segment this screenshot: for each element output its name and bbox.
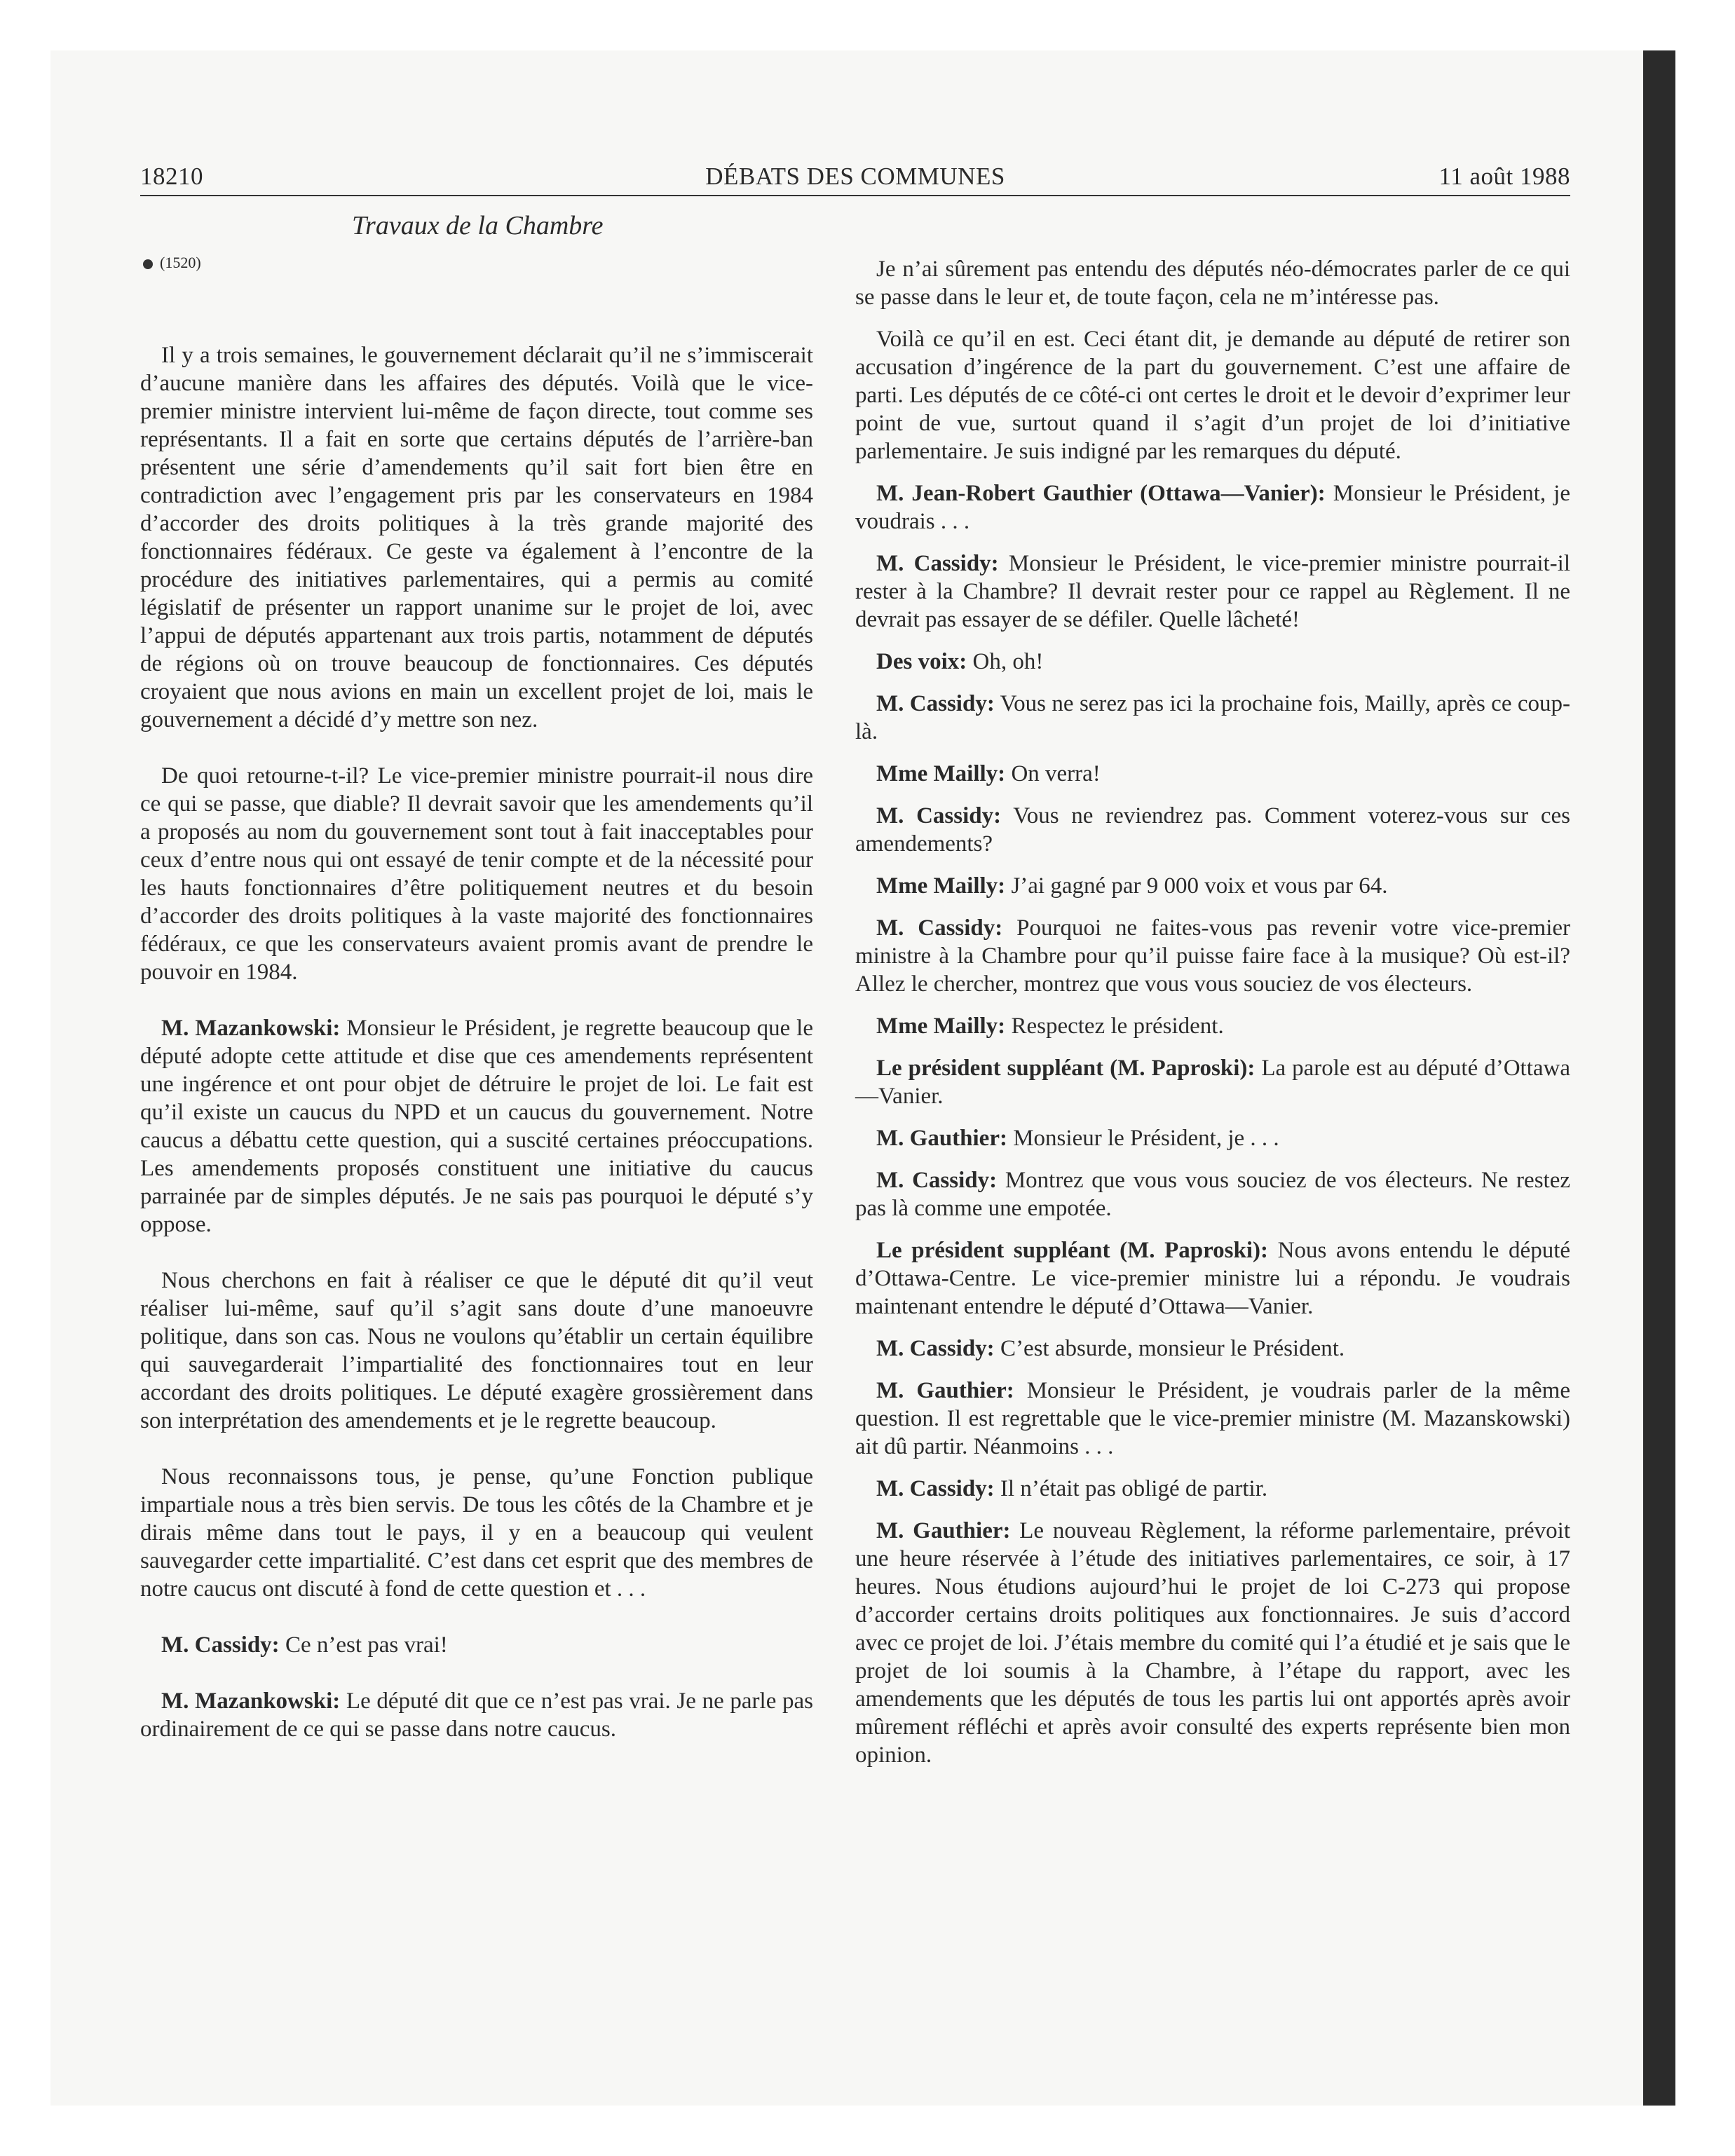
speaker-name: Le président suppléant (M. Paproski): — [876, 1238, 1268, 1263]
header-rule — [140, 195, 1570, 196]
speaker-name: M. Mazankowski: — [161, 1016, 341, 1041]
speaker-name: M. Gauthier: — [876, 1126, 1007, 1151]
paragraph — [855, 914, 1570, 998]
paragraph — [140, 1267, 813, 1435]
paragraph — [855, 872, 1570, 900]
time-marker — [143, 254, 201, 272]
speaker-name: M. Cassidy: — [876, 1476, 995, 1501]
speaker-name: Le président suppléant (M. Paproski): — [876, 1056, 1256, 1081]
paragraph — [855, 648, 1570, 676]
paragraph — [140, 1463, 813, 1603]
paragraph — [855, 1475, 1570, 1503]
speaker-name: Mme Mailly: — [876, 1014, 1006, 1039]
paragraph — [855, 255, 1570, 311]
paragraph-text: Il n’était pas obligé de partir. — [1000, 1476, 1268, 1501]
paragraph-text: La parole est au député d’Ottawa—Vanier. — [855, 1056, 1571, 1109]
paragraph-text: Monsieur le Président, le vice-premier ministre pourrait-il rester à la Chambre? Il devrait rester pour ce rappel au Règlement. Il ne devrait pas essayer de se défiler. Quelle lâcheté! — [855, 551, 1570, 632]
right-column — [855, 255, 1570, 1783]
paragraph — [855, 325, 1570, 465]
paragraph — [855, 802, 1570, 858]
speaker-name: Mme Mailly: — [876, 873, 1006, 899]
paragraph — [855, 690, 1570, 746]
paragraph-text: Monsieur le Président, je voudrais . . . — [855, 481, 1571, 534]
left-column — [140, 341, 813, 1757]
paragraph — [855, 1377, 1570, 1461]
paragraph-text: Vous ne serez pas ici la prochaine fois, Mailly, après ce coup-là. — [855, 691, 1570, 744]
paragraph-text: Montrez que vous vous souciez de vos électeurs. Ne restez pas là comme une empotée. — [855, 1168, 1570, 1221]
paragraph-text: Je n’ai sûrement pas entendu des députés néo-démocrates parler de ce qui se passe dans le leur et, de toute façon, cela ne m’intéresse pas. — [855, 257, 1570, 310]
scan-edge-shadow — [1643, 50, 1675, 2106]
paragraph-text: Monsieur le Président, je voudrais parler de la même question. Il est regrettable que le vice-premier ministre (M. Mazanskowski) ait dû partir. Néanmoins . . . — [855, 1378, 1570, 1459]
bullet-icon — [143, 259, 153, 269]
paragraph — [855, 1236, 1570, 1321]
speaker-name: M. Mazankowski: — [161, 1688, 341, 1714]
paragraph — [140, 762, 813, 986]
paragraph-text: Il y a trois semaines, le gouvernement déclarait qu’il ne s’immiscerait d’aucune manière dans les affaires des députés. Voilà que le vice-premier ministre intervient lui-même de façon directe, tout comme ses représentants. Il a fait en sorte que certains députés de l’arrière-ban présentent une série d’amendements qu’il sait fort bien être en contradiction avec l’engagement pris par les conservateurs en 1984 d’accorder des droits politiques à la très grande majorité des fonctionnaires fédéraux. Ce geste va également à l’encontre de la procédure des initiatives parlementaires, qui a permis au comité législatif de présenter un rapport unanime sur le projet de loi, avec l’appui de députés appartenant aux trois partis, notamment de députés de régions où on trouve beaucoup de fonctionnaires. Ces députés croyaient que nous avions en main un excellent projet de loi, mais le gouvernement a décidé d’y mettre son nez. — [140, 343, 813, 732]
paragraph — [855, 1166, 1570, 1222]
page-number: 18210 — [140, 163, 203, 190]
paragraph — [855, 1012, 1570, 1040]
time-marker-text: (1520) — [160, 254, 201, 271]
speaker-name: M. Cassidy: — [161, 1632, 280, 1658]
speaker-name: M. Gauthier: — [876, 1378, 1014, 1403]
paragraph — [855, 1054, 1570, 1110]
paragraph-text: Le député dit que ce n’est pas vrai. Je ne parle pas ordinairement de ce qui se passe dans notre caucus. — [140, 1688, 813, 1742]
paragraph — [855, 550, 1570, 634]
paragraph-text: Nous avons entendu le député d’Ottawa-Centre. Le vice-premier ministre lui a répondu. Je voudrais maintenant entendre le député d’Ottawa—Vanier. — [855, 1238, 1571, 1319]
speaker-name: M. Cassidy: — [876, 551, 999, 576]
paragraph — [855, 1124, 1570, 1152]
paragraph — [855, 1517, 1570, 1769]
paragraph-text: Respectez le président. — [1011, 1014, 1224, 1039]
paragraph-text: Oh, oh! — [972, 649, 1044, 674]
paragraph-text: C’est absurde, monsieur le Président. — [1000, 1336, 1345, 1361]
speaker-name: M. Cassidy: — [876, 1336, 995, 1361]
speaker-name: M. Cassidy: — [876, 1168, 998, 1193]
paragraph-text: J’ai gagné par 9 000 voix et vous par 64. — [1011, 873, 1388, 899]
paragraph — [140, 341, 813, 734]
paragraph-text: Monsieur le Président, je regrette beaucoup que le député adopte cette attitude et dise que ces amendements représentent une ingérence et ont pour objet de détruire le projet de loi. Le fait est qu’il existe un caucus du NPD et un caucus du gouvernement. Notre caucus a débattu cette question, qui a suscité certaines préoccupations. Les amendements proposés constituent une initiative du caucus parrainée par de simples députés. Je ne sais pas pourquoi le député s’y oppose. — [140, 1016, 813, 1237]
speaker-name: M. Jean-Robert Gauthier (Ottawa—Vanier): — [876, 481, 1326, 506]
paragraph-text: De quoi retourne-t-il? Le vice-premier ministre pourrait-il nous dire ce qui se passe, que diable? Il devrait savoir que les amendements qu’il a proposés au nom du gouvernement sont tout à fait inacceptables pour ceux d’entre nous qui ont essayé de tenir compte et de la nécessité pour les hauts fonctionnaires d’être politiquement neutres et du besoin d’accorder des droits politiques à la vaste majorité des fonctionnaires fédéraux, ce que les conservateurs avaient promis avant de prendre le pouvoir en 1984. — [140, 763, 813, 985]
page-header — [140, 163, 1570, 195]
paragraph-text: Ce n’est pas vrai! — [285, 1632, 448, 1658]
paragraph-text: Voilà ce qu’il en est. Ceci étant dit, je demande au député de retirer son accusation d’ingérence de la part du gouvernement. C’est une affaire de parti. Les députés de ce côté-ci ont certes le droit et le devoir d’exprimer leur point de vue, surtout quand il s’agit d’un projet de loi d’initiative parlementaire. Je suis indigné par les remarques du député. — [855, 327, 1570, 464]
paragraph — [855, 479, 1570, 535]
paragraph-text: Pourquoi ne faites-vous pas revenir votre vice-premier ministre à la Chambre pour qu’il puisse faire face à la musique? Où est-il? Allez le chercher, montrez que vous vous souciez de vos électeurs. — [855, 915, 1570, 997]
paragraph-text: Monsieur le Président, je . . . — [1013, 1126, 1279, 1151]
paragraph — [855, 1335, 1570, 1363]
paragraph-text: On verra! — [1011, 761, 1101, 786]
paragraph — [140, 1014, 813, 1239]
speaker-name: M. Cassidy: — [876, 915, 1003, 941]
paragraph-text: Nous cherchons en fait à réaliser ce que le député dit qu’il veut réaliser lui-même, sauf qu’il s’agit sans doute d’une manoeuvre politique, dans son cas. Nous ne voulons qu’établir un certain équilibre qui sauvegarderait l’impartialité des fonctionnaires tout en leur accordant des droits politiques. Le député exagère grossièrement dans son interprétation des amendements et je le regrette beaucoup. — [140, 1268, 813, 1433]
speaker-name: Mme Mailly: — [876, 761, 1006, 786]
paragraph-text: Nous reconnaissons tous, je pense, qu’une Fonction publique impartiale nous a très bien servis. De tous les côtés de la Chambre et je dirais même dans tout le pays, il y en a beaucoup qui veulent sauvegarder cette impartialité. C’est dans cet esprit que des membres de notre caucus ont discuté à fond de cette question et . . . — [140, 1464, 813, 1602]
paragraph-text: Le nouveau Règlement, la réforme parlementaire, prévoit une heure réservée à l’étude des initiatives parlementaires, ce soir, à 17 heures. Nous étudions aujourd’hui le projet de loi C-273 qui propose d’accorder certains droits politiques aux fonctionnaires. Je suis d’accord avec ce projet de loi. J’étais membre du comité qui l’a étudié et je sais que le projet de loi soumis à la Chambre, à l’étape du rapport, avec les amendements que les députés de tous les partis lui ont apportés après avoir mûrement réfléchi et après avoir consulté des experts représente bien mon opinion. — [855, 1518, 1570, 1768]
paragraph-text: Vous ne reviendrez pas. Comment voterez-vous sur ces amendements? — [855, 803, 1570, 857]
speaker-name: M. Gauthier: — [876, 1518, 1011, 1543]
speaker-name: M. Cassidy: — [876, 691, 995, 716]
section-subheading: Travaux de la Chambre — [352, 211, 604, 240]
speaker-name: M. Cassidy: — [876, 803, 1002, 828]
publication-date: 11 août 1988 — [1438, 163, 1570, 190]
paragraph — [140, 1631, 813, 1659]
paragraph — [140, 1687, 813, 1743]
speaker-name: Des voix: — [876, 649, 967, 674]
paragraph — [855, 760, 1570, 788]
publication-title: DÉBATS DES COMMUNES — [705, 163, 1005, 190]
